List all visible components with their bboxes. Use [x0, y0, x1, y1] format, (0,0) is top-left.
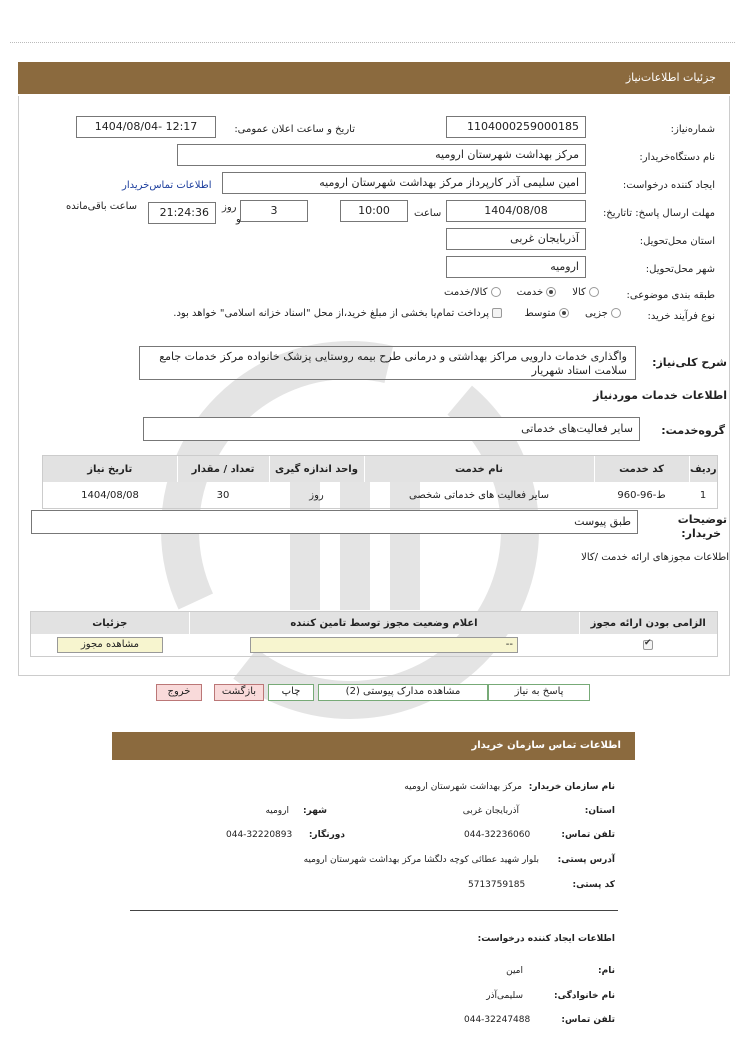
- permits-table-wrapper: [30, 611, 718, 657]
- col-qty: تعداد / مقدار: [177, 456, 269, 482]
- requester-field: امین سلیمی آذر کارپرداز مرکز بهداشت شهرستان ارومیه: [222, 172, 586, 194]
- day-label: روز: [222, 202, 237, 213]
- description-label: شرح کلی‌نیاز:: [652, 356, 727, 369]
- deadline-label: مهلت ارسال پاسخ: تاتاریخ:: [602, 208, 715, 219]
- org-name-label: نام سازمان خریدار:: [528, 782, 615, 792]
- services-table: [43, 456, 717, 508]
- last-name-label: نام خانوادگی:: [553, 991, 615, 1001]
- col-date: تاریخ نیاز: [87, 463, 133, 475]
- cell-name: سایر فعالیت های خدماتی شخصی: [409, 489, 549, 501]
- panel-header: [18, 62, 730, 94]
- service-group-field: سایر فعالیت‌های خدماتی: [143, 417, 640, 441]
- need-number-field: 1104000259000185: [446, 116, 586, 138]
- remaining-label: ساعت باقی‌مانده: [66, 201, 138, 212]
- province-contact-value: آذربایجان غربی: [462, 806, 519, 816]
- purchase-medium-label: متوسط: [524, 308, 556, 319]
- req-phone-value: 044-32247488: [464, 1015, 531, 1025]
- description-field: واگذاری خدمات دارویی مراکز بهداشتی و درمانی طرح بیمه روستایی پزشک خانواده مرکز خدمات جامع سلامت استاد شهریار: [139, 346, 636, 380]
- cell-status: [189, 634, 579, 656]
- cell-details: [31, 634, 189, 656]
- treasury-payment-checkbox[interactable]: [492, 308, 502, 318]
- province-contact-label: استان:: [584, 806, 615, 816]
- buyer-notes-label-2: خریدار:: [681, 527, 721, 540]
- phone-value: 044-32236060: [464, 830, 531, 840]
- col-unit: واحد اندازه گیری: [269, 456, 364, 482]
- remaining-time-field: 21:24:36: [148, 202, 216, 224]
- contact-header: [112, 732, 635, 760]
- city-contact-value: ارومیه: [265, 806, 289, 816]
- cell-code: ط-96-960: [617, 489, 666, 501]
- requester-label: ایجاد کننده درخواست:: [622, 180, 715, 191]
- fax-label: دورنگار:: [308, 830, 345, 840]
- category-options: [444, 287, 599, 298]
- top-divider: [10, 42, 735, 43]
- days-field: 3: [240, 200, 308, 222]
- postal-value: 5713759185: [468, 880, 526, 890]
- city-contact-label: شهر:: [303, 806, 327, 816]
- purchase-options: [173, 308, 621, 319]
- first-name-value: امین: [506, 966, 523, 976]
- panel-title: جزئیات اطلاعات‌نیاز: [625, 71, 716, 84]
- cell-date: 1404/08/08: [81, 489, 139, 501]
- buyer-org-field: مرکز بهداشت شهرستان ارومیه: [177, 144, 586, 166]
- col-details: جزئیات: [92, 617, 128, 629]
- requester-heading: اطلاعات ایجاد کننده درخواست:: [477, 934, 615, 944]
- postal-label: کد پستی:: [572, 880, 615, 890]
- contact-title: اطلاعات تماس سازمان خریدار: [471, 740, 621, 751]
- address-label: آدرس پستی:: [557, 855, 615, 865]
- buyer-contact-link[interactable]: اطلاعات تماس‌خریدار: [122, 180, 212, 191]
- address-value: بلوار شهید عطائی کوچه دلگشا مرکز بهداشت شهرستان ارومیه: [303, 855, 539, 865]
- table-row: [31, 634, 717, 656]
- last-name-value: سلیمی‌آذر: [486, 991, 523, 1001]
- contact-divider: [130, 910, 618, 911]
- view-permit-button[interactable]: مشاهده مجوز: [57, 637, 163, 653]
- col-name: نام خدمت: [364, 456, 594, 482]
- category-label: طبقه بندی موضوعی:: [626, 290, 715, 301]
- province-label: استان محل‌تحویل:: [639, 236, 715, 247]
- cell-qty: 30: [216, 489, 230, 501]
- reply-button[interactable]: پاسخ به نیاز: [488, 684, 590, 701]
- table-row: [43, 482, 717, 508]
- cell-unit: روز: [309, 489, 324, 501]
- services-heading: اطلاعات خدمات موردنیاز: [593, 389, 727, 402]
- announce-datetime-label: تاریخ و ساعت اعلان عمومی:: [234, 124, 355, 135]
- category-service-label: خدمت: [516, 287, 544, 298]
- exit-button[interactable]: خروج: [156, 684, 202, 701]
- province-field: آذربایجان غربی: [446, 228, 586, 250]
- permit-mandatory-checkbox: [643, 640, 653, 650]
- col-status: اعلام وضعیت مجوز توسط تامین کننده: [189, 612, 579, 634]
- req-phone-label: تلفن تماس:: [561, 1015, 615, 1025]
- print-button[interactable]: چاپ: [268, 684, 314, 701]
- city-label: شهر محل‌تحویل:: [645, 264, 715, 275]
- fax-value: 044-32220893: [226, 830, 293, 840]
- first-name-label: نام:: [598, 966, 615, 976]
- col-mandatory: الزامی بودن ارائه مجوز: [579, 612, 717, 634]
- col-row: ردیف: [689, 456, 717, 482]
- buyer-notes-label-1: توضیحات: [677, 513, 727, 526]
- category-goods-label: کالا: [572, 287, 586, 298]
- category-service-radio[interactable]: [546, 287, 556, 297]
- treasury-payment-note: پرداخت تمام‌یا بخشی از مبلغ خرید،از محل "اسناد خزانه اسلامی" خواهد بود.: [173, 308, 490, 319]
- permits-table: [31, 612, 717, 656]
- cell-row: 1: [699, 489, 707, 501]
- service-group-label: گروه‌خدمت:: [661, 424, 725, 437]
- deadline-date-field: 1404/08/08: [446, 200, 586, 222]
- services-table-wrapper: [42, 455, 718, 509]
- attachments-button[interactable]: مشاهده مدارک پیوستی (2): [318, 684, 488, 701]
- permits-heading: اطلاعات مجوزهای ارائه خدمت /کالا: [581, 552, 729, 563]
- buyer-notes-field: طبق پیوست: [31, 510, 638, 534]
- purchase-type-label: نوع فرآیند خرید:: [647, 311, 715, 322]
- deadline-time-field: 10:00: [340, 200, 408, 222]
- category-goods-service-label: کالا/خدمت: [444, 287, 488, 298]
- permits-table-header: [31, 612, 717, 634]
- purchase-partial-label: جزیی: [584, 308, 608, 319]
- time-label: ساعت: [414, 208, 442, 219]
- city-field: ارومیه: [446, 256, 586, 278]
- buyer-org-label: نام دستگاه‌خریدار:: [639, 152, 715, 163]
- col-code: کد خدمت: [594, 456, 689, 482]
- need-number-label: شماره‌نیاز:: [670, 124, 715, 135]
- org-name-value: مرکز بهداشت شهرستان ارومیه: [404, 782, 522, 792]
- and-label: و: [236, 214, 241, 225]
- services-table-header: [43, 456, 717, 482]
- back-button[interactable]: بازگشت: [214, 684, 264, 701]
- purchase-partial-radio[interactable]: [611, 308, 621, 318]
- purchase-medium-radio[interactable]: [559, 308, 569, 318]
- permit-status-field[interactable]: --: [250, 637, 518, 653]
- announce-datetime-field: 1404/08/04- 12:17: [76, 116, 216, 138]
- cell-mandatory: [579, 634, 717, 656]
- category-goods-service-radio[interactable]: [491, 287, 501, 297]
- phone-label: تلفن تماس:: [561, 830, 615, 840]
- category-goods-radio[interactable]: [589, 287, 599, 297]
